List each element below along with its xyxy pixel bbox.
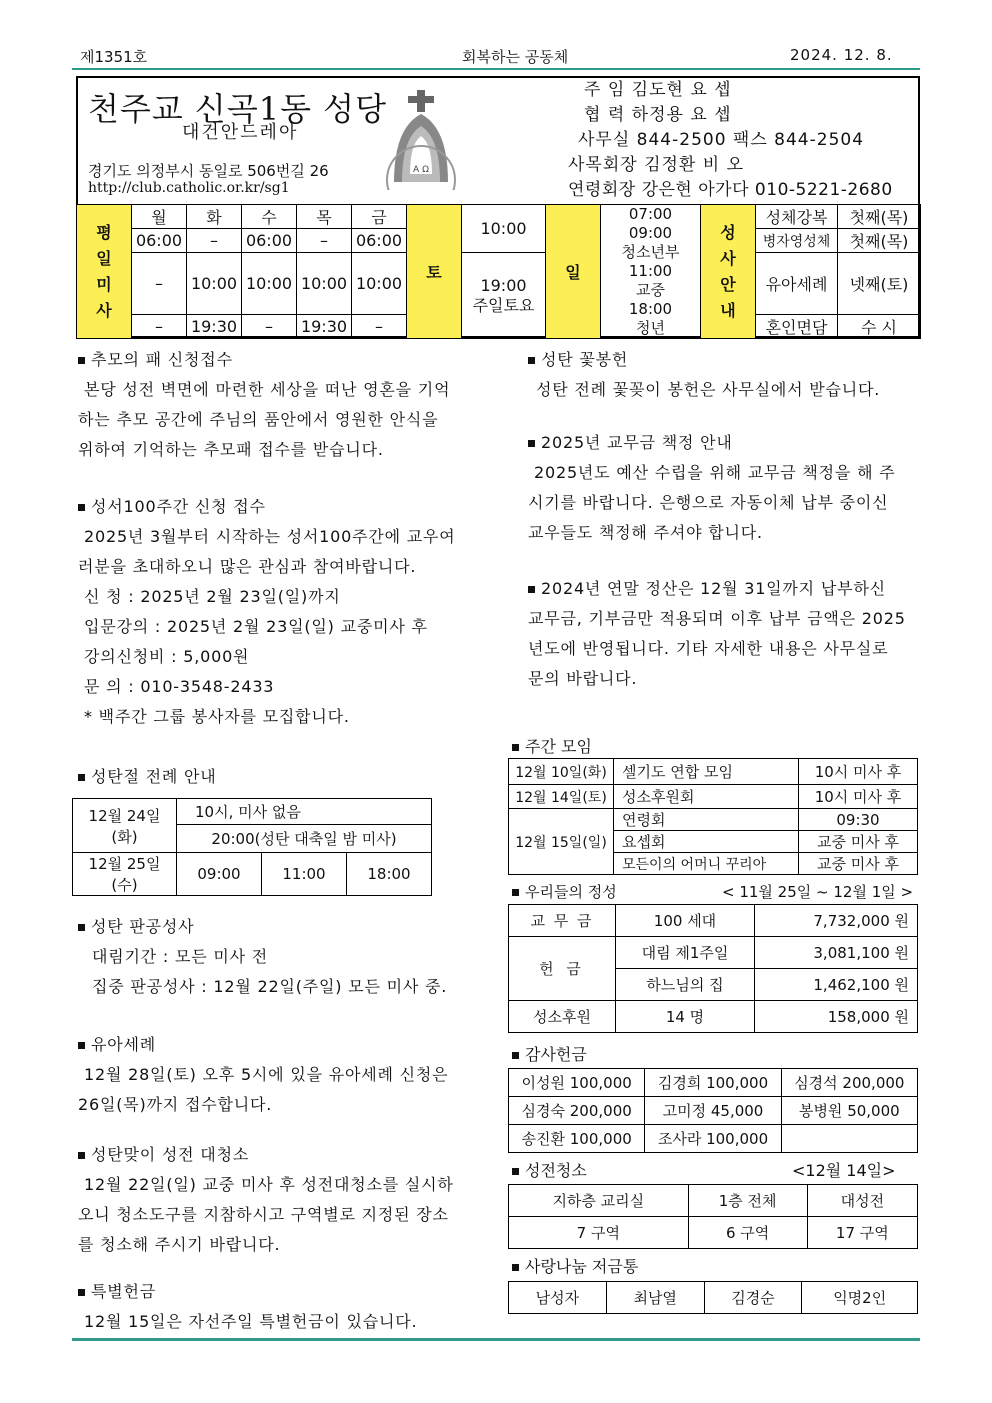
- offering-label: 헌 금: [509, 937, 616, 1001]
- day-fri: 금: [352, 205, 407, 229]
- offering-table: [508, 904, 918, 1033]
- text-line: * 백주간 그룹 봉사자를 모집합니다.: [84, 707, 350, 726]
- day-tue: 화: [187, 205, 242, 229]
- logo-letters: A Ω: [413, 165, 429, 175]
- parish-subtitle: 대건안드레아: [182, 122, 299, 143]
- section-title: 2025년 교무금 책정 안내: [528, 428, 928, 458]
- thanks-cell: [781, 1125, 917, 1153]
- section-bible: [78, 492, 478, 732]
- thanks-cell: 김경희 100,000: [645, 1069, 781, 1097]
- christmas-time: 09:00: [177, 853, 262, 896]
- christmas-date: 12월 24일(화): [73, 799, 177, 853]
- offering-label: 교 무 금: [509, 905, 616, 937]
- text-line: 입문강의 : 2025년 2월 23일(일) 교중미사 후: [84, 617, 428, 636]
- mass-cell: 10:00: [352, 253, 407, 315]
- thanks-title: 감사헌금: [512, 1042, 587, 1065]
- weekly-table: [508, 758, 918, 875]
- text-line: 오니 청소도구를 지참하시고 구역별로 지정된 장소: [78, 1205, 449, 1224]
- mass-cell: 19:30: [297, 315, 352, 339]
- sunday-label: 일: [546, 205, 601, 339]
- clean-title: 성전청소: [512, 1158, 587, 1181]
- guide-when: 첫째(목): [838, 205, 921, 229]
- thanks-table: [508, 1068, 918, 1153]
- text-line: 성탄 전례 꽃꽂이 봉헌은 사무실에서 받습니다.: [536, 380, 881, 399]
- weekly-title: 주간 모임: [512, 734, 592, 757]
- section-title: 추모의 패 신청접수: [78, 345, 478, 375]
- text-line: 위하여 기억하는 추모패 접수를 받습니다.: [78, 440, 384, 459]
- section-tax: [528, 574, 928, 694]
- guide-item: 혼인면담: [756, 315, 838, 339]
- section-title: 성서100주간 신청 접수: [78, 492, 478, 522]
- offering-amount: 3,081,100 원: [755, 937, 918, 969]
- guide-when: 수 시: [838, 315, 921, 339]
- thanks-cell: 심경숙 200,000: [509, 1097, 645, 1125]
- offering-title: 우리들의 정성: [512, 881, 617, 902]
- thanks-cell: 고미정 45,000: [645, 1097, 781, 1125]
- thanks-cell: 심경석 200,000: [781, 1069, 917, 1097]
- mass-cell: –: [132, 253, 187, 315]
- meeting-date: 12월 10일(화): [509, 759, 614, 785]
- meeting-date: 12월 15일(일): [509, 809, 614, 875]
- thanks-cell: 이성원 100,000: [509, 1069, 645, 1097]
- mass-cell: –: [242, 315, 297, 339]
- offering-detail: 하느님의 집: [616, 969, 755, 1001]
- mass-cell: 19:30: [187, 315, 242, 339]
- sunday-times: 07:00 09:00 청소년부 11:00 교중 18:00 청년: [601, 205, 701, 339]
- sat-time-1: 10:00: [462, 205, 546, 253]
- christmas-note: 20:00(성탄 대축일 밤 미사): [177, 825, 432, 853]
- text-line: 교무금, 기부금만 적용되며 이후 납부 금액은 2025: [528, 609, 906, 628]
- love-table: [508, 1281, 918, 1314]
- meeting-name: 모든이의 어머니 꾸리아: [614, 853, 799, 875]
- section-cleaning: [78, 1140, 478, 1260]
- meeting-time: 교중 미사 후: [799, 853, 918, 875]
- text-line: 12월 15일은 자선주일 특별헌금이 있습니다.: [84, 1312, 418, 1331]
- donor-name: 익명2인: [802, 1282, 918, 1314]
- mass-cell: –: [297, 229, 352, 253]
- sacrament-guide-label: 성 사 안 내: [701, 205, 756, 339]
- text-line: 문 의 : 010-3548-2433: [84, 677, 275, 696]
- section-memorial: [78, 345, 478, 465]
- text-line: 집중 판공성사 : 12월 22일(주일) 모든 미사 중.: [92, 977, 448, 996]
- offering-amount: 7,732,000 원: [755, 905, 918, 937]
- clean-area: 대성전: [807, 1185, 917, 1217]
- offering-amount: 158,000 원: [755, 1001, 918, 1033]
- church-logo-icon: [384, 88, 460, 190]
- text-line: 시기를 바랍니다. 은행으로 자동이체 납부 중이신: [528, 493, 889, 512]
- text-line: 년도에 반영됩니다. 기타 자세한 내용은 사무실로: [528, 639, 889, 658]
- text-line: 12월 28일(토) 오후 5시에 있을 유아세례 신청은: [84, 1065, 449, 1084]
- christmas-note: 10시, 미사 없음: [177, 799, 432, 825]
- donor-name: 최남열: [606, 1282, 704, 1314]
- guide-item: 병자영성체: [756, 229, 838, 253]
- meeting-name: 셀기도 연합 모임: [614, 759, 799, 785]
- section-title: 성탄맞이 성전 대청소: [78, 1140, 478, 1170]
- parish-url[interactable]: http://club.catholic.or.kr/sg1: [88, 180, 290, 196]
- meeting-name: 요셉회: [614, 831, 799, 853]
- text-line: 하는 추모 공간에 주님의 품안에서 영원한 안식을: [78, 410, 439, 429]
- mass-cell: –: [132, 315, 187, 339]
- info-office: 사무실 844-2500 팩스 844-2504: [578, 130, 865, 150]
- top-rule: [72, 68, 920, 70]
- text-line: 강의신청비 : 5,000원: [84, 647, 250, 666]
- clean-zone: 17 구역: [807, 1217, 917, 1249]
- parish-address: 경기도 의정부시 동일로 506번길 26: [88, 162, 329, 180]
- section-title: 특별헌금: [78, 1277, 478, 1307]
- text-line: 2025년도 예산 수립을 위해 교무금 책정을 해 주: [534, 463, 896, 482]
- mass-cell: 10:00: [187, 253, 242, 315]
- mass-cell: –: [352, 315, 407, 339]
- section-special-offering: [78, 1277, 478, 1337]
- mass-cell: 06:00: [132, 229, 187, 253]
- mass-cell: 10:00: [297, 253, 352, 315]
- offering-detail: 100 세대: [616, 905, 755, 937]
- mass-cell: 10:00: [242, 253, 297, 315]
- guide-when: 첫째(목): [838, 229, 921, 253]
- day-mon: 월: [132, 205, 187, 229]
- text-line: 26일(목)까지 접수합니다.: [78, 1095, 273, 1114]
- section-title: 유아세례: [78, 1030, 478, 1060]
- bottom-rule: [72, 1338, 920, 1341]
- saturday-label: 토: [407, 205, 462, 339]
- section-christmas-title: 성탄절 전례 안내: [78, 762, 217, 792]
- issue-date: 2024. 12. 8.: [790, 46, 893, 64]
- offering-detail: 대림 제1주일: [616, 937, 755, 969]
- thanks-cell: 조사라 100,000: [645, 1125, 781, 1153]
- section-title: 성탄 꽃봉헌: [528, 345, 928, 375]
- sat-time-2: 19:00 주일토요: [462, 253, 546, 339]
- text-line: 대림기간 : 모든 미사 전: [92, 947, 269, 966]
- christmas-time: 18:00: [346, 853, 431, 896]
- christmas-table: [72, 798, 432, 896]
- clean-area: 지하층 교리실: [509, 1185, 689, 1217]
- issue-number: 제1351호: [80, 48, 148, 66]
- mass-cell: 06:00: [242, 229, 297, 253]
- clean-table: [508, 1184, 918, 1249]
- meeting-time: 교중 미사 후: [799, 831, 918, 853]
- christmas-time: 11:00: [261, 853, 346, 896]
- info-assistant: 협 력 하정용 요 셉: [584, 105, 732, 125]
- meeting-time: 10시 미사 후: [799, 759, 918, 785]
- christmas-date: 12월 25일(수): [73, 853, 177, 896]
- thanks-cell: 송진환 100,000: [509, 1125, 645, 1153]
- clean-zone: 7 구역: [509, 1217, 689, 1249]
- meeting-name: 연령회: [614, 809, 799, 831]
- section-flowers: [528, 345, 928, 405]
- parish-title: 천주교 신곡1동 성당: [88, 90, 387, 128]
- mass-cell: –: [187, 229, 242, 253]
- info-council: 사목회장 김정환 비 오: [568, 155, 745, 175]
- motto: 회복하는 공동체: [462, 48, 569, 66]
- weekday-mass-label: 평 일 미 사: [77, 205, 132, 339]
- thanks-cell: 봉병원 50,000: [781, 1097, 917, 1125]
- text-line: 문의 바랍니다.: [528, 669, 638, 688]
- text-line: 러분을 초대하오니 많은 관심과 참여바랍니다.: [78, 557, 417, 576]
- day-wed: 수: [242, 205, 297, 229]
- clean-date: <12월 14일>: [792, 1161, 896, 1180]
- section-confession: [78, 912, 478, 1002]
- text-line: 교우들도 책정해 주셔야 합니다.: [528, 523, 763, 542]
- guide-item: 성체강복: [756, 205, 838, 229]
- meeting-time: 09:30: [799, 809, 918, 831]
- text-line: 12월 22일(일) 교중 미사 후 성전대청소를 실시하: [84, 1175, 454, 1194]
- offering-label: 성소후원: [509, 1001, 616, 1033]
- text-line: 를 청소해 주시기 바랍니다.: [78, 1235, 281, 1254]
- info-pastor: 주 임 김도현 요 셉: [584, 80, 732, 100]
- meeting-time: 10시 미사 후: [799, 785, 918, 809]
- section-title: 성탄 판공성사: [78, 912, 478, 942]
- guide-item: 유아세례: [756, 253, 838, 315]
- love-title: 사랑나눔 저금통: [512, 1254, 638, 1277]
- meeting-date: 12월 14일(토): [509, 785, 614, 809]
- text-line: 2024년 연말 정산은 12월 31일까지 납부하신: [528, 574, 928, 604]
- mass-cell: 06:00: [352, 229, 407, 253]
- info-funeral: 연령회장 강은현 아가다 010-5221-2680: [568, 180, 893, 200]
- section-dues: [528, 428, 928, 548]
- donor-name: 남성자: [509, 1282, 607, 1314]
- offering-detail: 14 명: [616, 1001, 755, 1033]
- guide-when: 넷째(토): [838, 253, 921, 315]
- clean-area: 1층 전체: [688, 1185, 807, 1217]
- text-line: 본당 성전 벽면에 마련한 세상을 떠난 영혼을 기억: [84, 380, 451, 399]
- offering-range: < 11월 25일 ~ 12월 1일 >: [722, 883, 914, 901]
- clean-zone: 6 구역: [688, 1217, 807, 1249]
- donor-name: 김경순: [704, 1282, 802, 1314]
- section-baptism: [78, 1030, 478, 1120]
- text-line: 2025년 3월부터 시작하는 성서100주간에 교우여: [84, 527, 456, 546]
- day-thu: 목: [297, 205, 352, 229]
- meeting-name: 성소후원회: [614, 785, 799, 809]
- offering-amount: 1,462,100 원: [755, 969, 918, 1001]
- mass-schedule: [76, 204, 921, 339]
- text-line: 신 청 : 2025년 2월 23일(일)까지: [84, 587, 341, 606]
